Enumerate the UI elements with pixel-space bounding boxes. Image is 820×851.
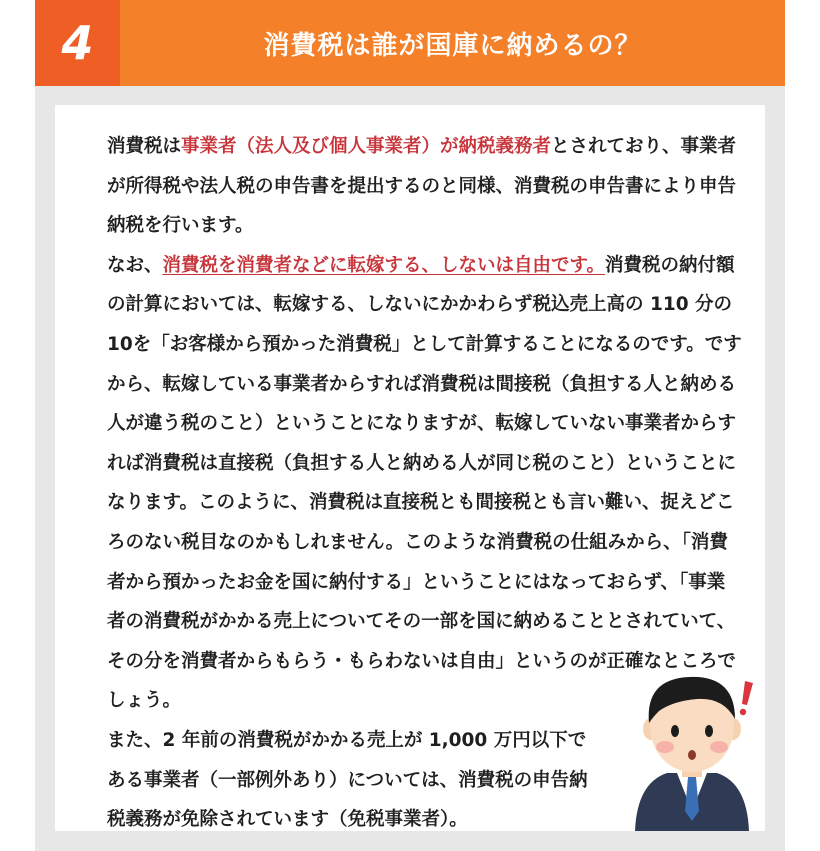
p2-text-b: 消費税の納付額の計算においては、転嫁する、しないにかかわらず税込売上高の 110 分の10を「お客様から預かった消費税」として計算することになるのです。ですから、転嫁している事業者からすれば消費税は間接税（負担する人と納める人が違う税のこと）ということになりますが、転嫁していない事業者からすれば消費税は直接税（負担する人と納める人が同じ税のこと）ということになります。このように、消費税は直接税とも間接税とも言い難い、捉えどころのない税目なのかもしれません。このような消費税の仕組みから、「消費者から預かったお金を国に納付する」ということにはなっておらず、「事業者の消費税がかかる売上についてその一部を国に納めることとされていて、その分を消費者からもらう・もらわないは自由」というのが正確なところでしょう。 bbox=[107, 254, 742, 712]
p1-text-b: とされており、事業者が所得税や法人税の申告書を提出するのと同様、消費税の申告書により申告納税を行います。 bbox=[107, 136, 737, 237]
section-title: 消費税は誰が国庫に納めるの？ bbox=[263, 30, 642, 61]
p1-highlight: 事業者（法人及び個人事業者）が納税義務者 bbox=[181, 136, 552, 157]
section-number: 4 bbox=[61, 16, 94, 70]
p1-text-a: 消費税は bbox=[107, 136, 182, 157]
p2-text-a: なお、 bbox=[107, 254, 163, 276]
section-number-box bbox=[35, 0, 120, 86]
p2-highlight: 消費税を消費者などに転嫁する、しないは自由です。 bbox=[162, 254, 606, 276]
section-header bbox=[35, 0, 785, 86]
paragraph-1 bbox=[87, 127, 743, 246]
surprised-businessman-icon bbox=[627, 661, 757, 831]
paragraph-2 bbox=[87, 246, 743, 721]
content-panel bbox=[35, 86, 785, 851]
content-card bbox=[55, 105, 765, 831]
paragraph-3: また、2 年前の消費税がかかる売上が 1,000 万円以下である事業者（一部例外あり）については、消費税の申告納税義務が免除されています（免税事業者）。 bbox=[107, 729, 588, 831]
